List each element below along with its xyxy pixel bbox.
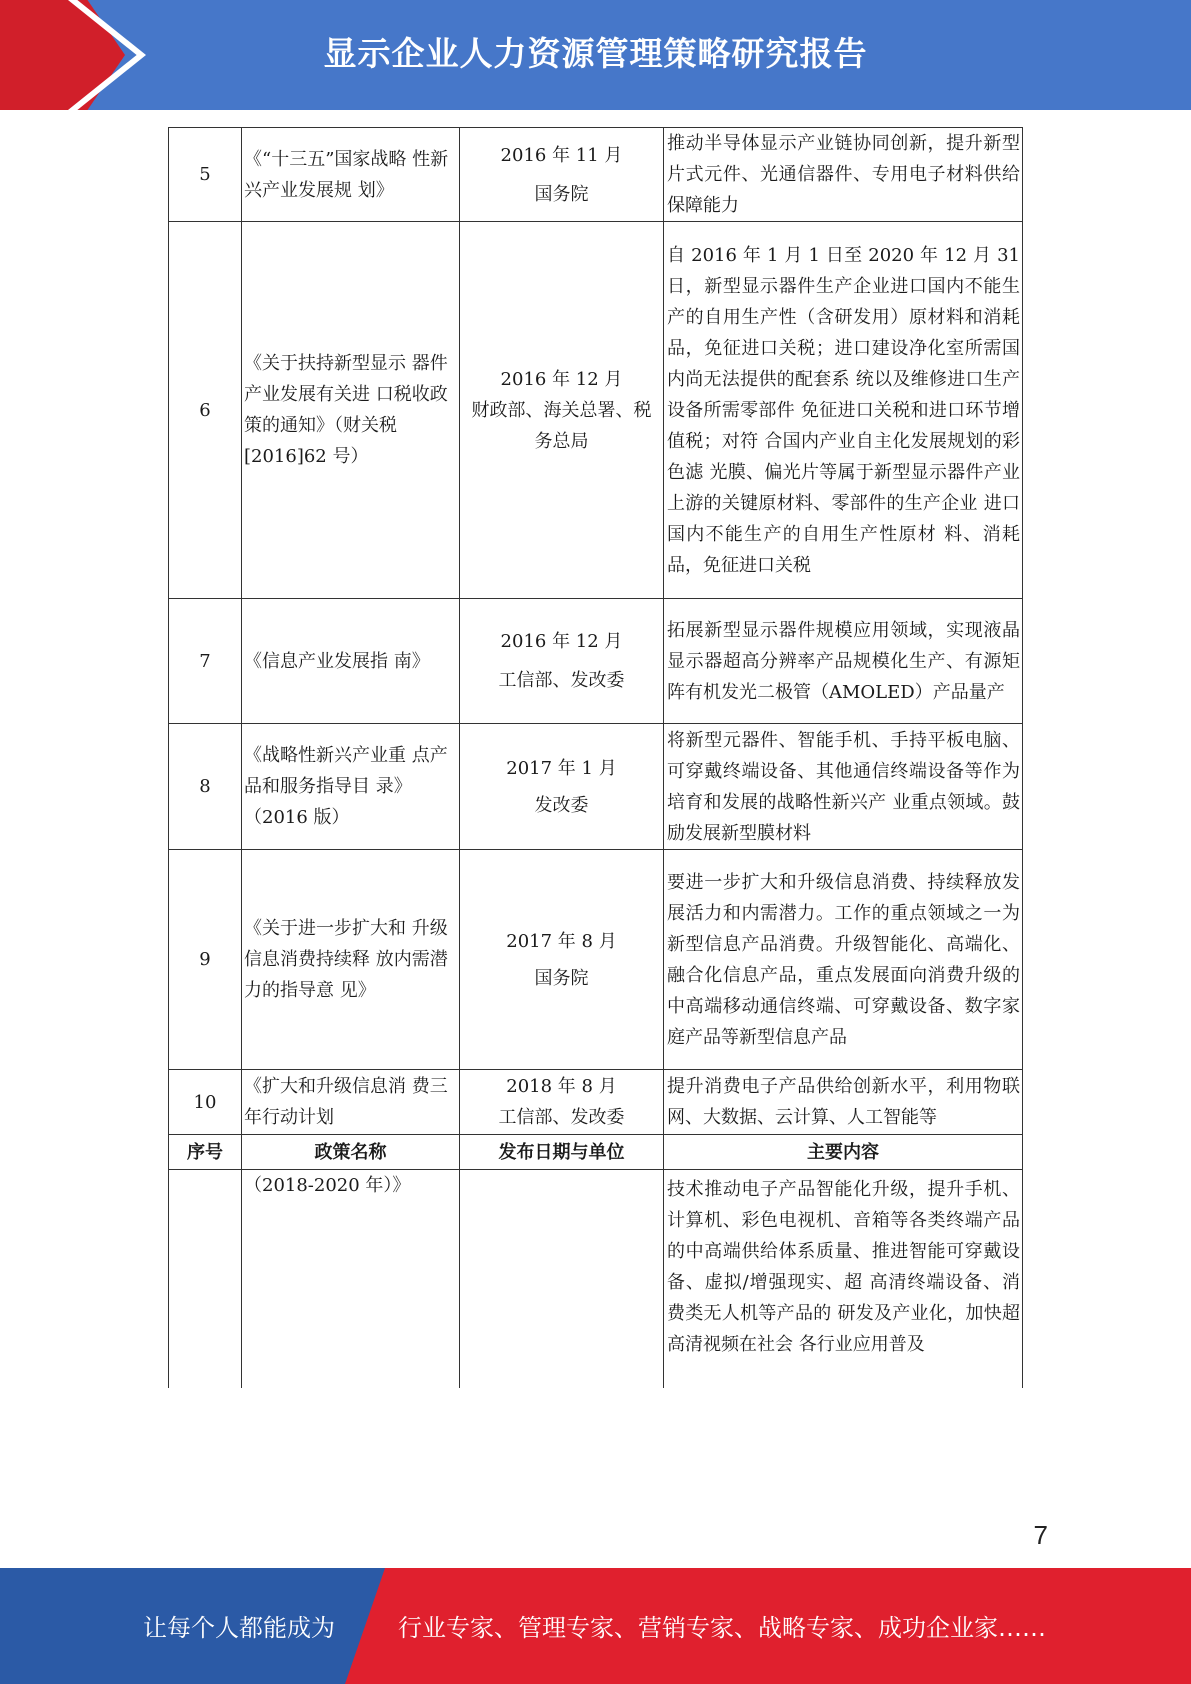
page-header	[0, 0, 1191, 110]
release-unit: 工信部、发改委	[498, 670, 625, 691]
policy-table	[168, 127, 1023, 1388]
release-date-unit	[460, 724, 664, 850]
table-header-row	[169, 1135, 1023, 1170]
table-row	[169, 128, 1023, 222]
main-content: 技术推动电子产品智能化升级，提升手机、计算机、彩色电视机、音箱等各类终端产品的中高端供给体系质量、推进智能可穿戴设备、虚拟/增强现实、超 高清终端设备、消费类无人机等产品的 研发及产业化，加快超高清视频在社会 各行业应用普及	[664, 1170, 1023, 1388]
footer-slogan-left: 让每个人都能成为	[143, 1614, 335, 1642]
release-date-unit	[460, 222, 664, 599]
row-number: 7	[169, 599, 242, 724]
main-content: 自 2016 年 1 月 1 日至 2020 年 12 月 31 日，新型显示器件生产企业进口国内不能生产的自用生产性（含研发用）原材料和消耗品，免征进口关税；进口建设净化室所需国内尚无法提供的配套系 统以及维修进口生产设备所需零部件 免征进口关税和进口环节增值税；对符 合国内产业自主化发展规划的彩色滤 光膜、偏光片等属于新型显示器件产业 上游的关键原材料、零部件的生产企业 进口国内不能生产的自用生产性原材 料、消耗品，免征进口关税	[664, 222, 1023, 599]
release-unit: 国务院	[534, 183, 589, 205]
table-row	[169, 724, 1023, 850]
table-row	[169, 1070, 1023, 1135]
release-date: 2016 年 11 月	[500, 144, 623, 166]
release-date: 2016 年 12 月	[500, 368, 623, 390]
release-unit: 国务院	[534, 967, 589, 989]
release-date-unit	[460, 128, 664, 222]
table-row	[169, 850, 1023, 1070]
policy-name: 《关于扶持新型显示 器件产业发展有关进 口税收政策的通知》（财关税[2016]62 号）	[242, 222, 460, 599]
release-unit: 财政部、海关总署、税务总局	[471, 399, 652, 452]
main-content: 拓展新型显示器件规模应用领域，实现液晶显示器超高分辨率产品规模化生产、有源矩阵有机发光二极管（AMOLED）产品量产	[664, 599, 1023, 724]
column-header-number: 序号	[169, 1135, 242, 1170]
release-date-unit	[460, 1170, 664, 1388]
row-number: 6	[169, 222, 242, 599]
main-content: 提升消费电子产品供给创新水平，利用物联网、大数据、云计算、人工智能等	[664, 1070, 1023, 1135]
release-date: 2018 年 8 月	[506, 1076, 617, 1097]
policy-name: 《“十三五”国家战略 性新兴产业发展规 划》	[242, 128, 460, 222]
footer-slogan-right: 行业专家、管理专家、营销专家、战略专家、成功企业家……	[398, 1614, 1046, 1642]
release-date: 2017 年 8 月	[506, 930, 617, 952]
policy-name: 《关于进一步扩大和 升级信息消费持续释 放内需潜力的指导意 见》	[242, 850, 460, 1070]
row-number: 8	[169, 724, 242, 850]
page-title: 显示企业人力资源管理策略研究报告	[323, 34, 868, 73]
table-row	[169, 1170, 1023, 1388]
release-date-unit	[460, 599, 664, 724]
page-footer	[0, 1568, 1191, 1684]
release-date-unit	[460, 1070, 664, 1135]
row-number: 5	[169, 128, 242, 222]
row-number: 10	[169, 1070, 242, 1135]
table-row	[169, 222, 1023, 599]
column-header-policy-name: 政策名称	[242, 1135, 460, 1170]
column-header-main-content: 主要内容	[664, 1135, 1023, 1170]
row-number: 9	[169, 850, 242, 1070]
main-content: 将新型元器件、智能手机、手持平板电脑、可穿戴终端设备、其他通信终端设备等作为培育和发展的战略性新兴产 业重点领域。鼓励发展新型膜材料	[664, 724, 1023, 850]
main-content: 要进一步扩大和升级信息消费、持续释放发展活力和内需潜力。工作的重点领域之一为新型信息产品消费。升级智能化、高端化、融合化信息产品，重点发展面向消费升级的中高端移动通信终端、可穿戴设备、数字家庭产品等新型信息产品	[664, 850, 1023, 1070]
table-row	[169, 599, 1023, 724]
page-number: 7	[1033, 1520, 1048, 1550]
release-date: 2016 年 12 月	[500, 631, 623, 652]
release-date-unit	[460, 850, 664, 1070]
policy-name: 《扩大和升级信息消 费三年行动计划	[242, 1070, 460, 1135]
policy-name: 《信息产业发展指 南》	[242, 599, 460, 724]
release-unit: 发改委	[534, 794, 589, 816]
header-red-arrow	[0, 0, 125, 110]
column-header-release-date-unit: 发布日期与单位	[460, 1135, 664, 1170]
row-number	[169, 1170, 242, 1388]
policy-name: （2018-2020 年）》	[242, 1170, 460, 1388]
main-content: 推动半导体显示产业链协同创新，提升新型片式元件、光通信器件、专用电子材料供给保障能力	[664, 128, 1023, 222]
policy-name: 《战略性新兴产业重 点产品和服务指导目 录》（2016 版）	[242, 724, 460, 850]
release-unit: 工信部、发改委	[498, 1107, 625, 1128]
release-date: 2017 年 1 月	[506, 757, 617, 779]
